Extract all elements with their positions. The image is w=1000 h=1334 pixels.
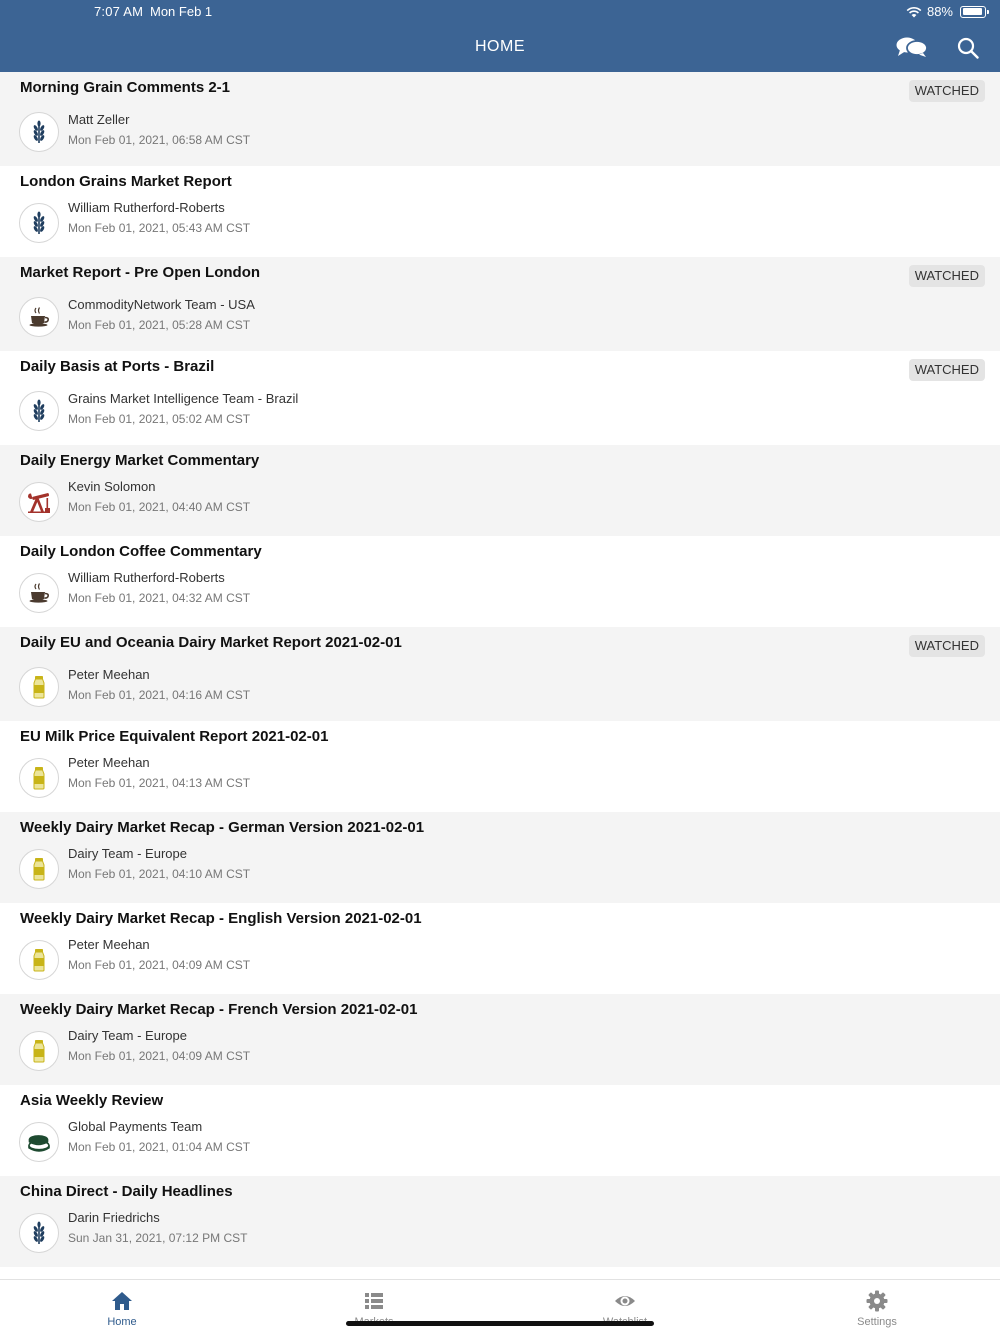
item-date: Mon Feb 01, 2021, 01:04 AM CST [68,1140,251,1154]
item-date: Mon Feb 01, 2021, 05:43 AM CST [68,221,251,235]
item-author: William Rutherford-Roberts [68,200,225,215]
list-item[interactable] [0,536,1000,627]
item-author: Peter Meehan [68,667,150,682]
wheat-icon [19,203,59,243]
item-author: Grains Market Intelligence Team - Brazil [68,391,299,406]
item-date: Mon Feb 01, 2021, 05:28 AM CST [68,318,251,332]
item-title[interactable]: Asia Weekly Review [20,1092,164,1109]
item-author: Global Payments Team [68,1119,203,1134]
item-date: Mon Feb 01, 2021, 04:13 AM CST [68,776,251,790]
item-title[interactable]: EU Milk Price Equivalent Report 2021-02-01 [20,728,329,745]
list-item[interactable] [0,351,1000,445]
item-date: Mon Feb 01, 2021, 05:02 AM CST [68,412,251,426]
item-title[interactable]: Daily Basis at Ports - Brazil [20,358,215,375]
milk-bottle-icon [19,1031,59,1071]
item-date: Sun Jan 31, 2021, 07:12 PM CST [68,1231,248,1245]
item-title[interactable]: Daily EU and Oceania Dairy Market Report 2021-02-01 [20,634,402,651]
item-date: Mon Feb 01, 2021, 04:32 AM CST [68,591,251,605]
gear-icon [866,1290,888,1312]
list-item[interactable] [0,445,1000,536]
item-author: Peter Meehan [68,937,150,952]
item-date: Mon Feb 01, 2021, 06:58 AM CST [68,133,251,147]
list-item[interactable] [0,1085,1000,1176]
item-date: Mon Feb 01, 2021, 04:10 AM CST [68,867,251,881]
tab-settings[interactable] [817,1280,937,1334]
item-date: Mon Feb 01, 2021, 04:40 AM CST [68,500,251,514]
home-indicator [346,1321,654,1326]
item-title[interactable]: Morning Grain Comments 2-1 [20,79,231,96]
top-nav-bar [0,0,1000,72]
news-list [0,72,1000,1267]
item-date: Mon Feb 01, 2021, 04:09 AM CST [68,1049,251,1063]
battery-percent: 88% [926,4,953,19]
search-icon[interactable] [957,37,979,59]
coffee-cup-icon [19,573,59,613]
item-date: Mon Feb 01, 2021, 04:16 AM CST [68,688,251,702]
item-author: CommodityNetwork Team - USA [68,297,255,312]
tab-settings-label: Settings [857,1316,897,1328]
coffee-cup-icon [19,297,59,337]
item-author: Matt Zeller [68,112,130,127]
item-title[interactable]: Weekly Dairy Market Recap - English Version 2021-02-01 [20,910,422,927]
wheat-icon [19,112,59,152]
milk-bottle-icon [19,849,59,889]
watched-badge: WATCHED [909,80,985,102]
status-date: Mon Feb 1 [150,4,213,19]
list-item[interactable] [0,903,1000,994]
milk-bottle-icon [19,758,59,798]
status-indicators [906,4,986,19]
coins-icon [19,1122,59,1162]
list-icon [363,1290,385,1312]
item-title[interactable]: Weekly Dairy Market Recap - French Version 2021-02-01 [20,1001,418,1018]
milk-bottle-icon [19,667,59,707]
watched-badge: WATCHED [909,265,985,287]
list-item[interactable] [0,812,1000,903]
item-author: Dairy Team - Europe [68,1028,187,1043]
item-author: Darin Friedrichs [68,1210,160,1225]
watched-badge: WATCHED [909,359,985,381]
page-title: HOME [475,38,525,55]
list-item[interactable] [0,627,1000,721]
item-author: William Rutherford-Roberts [68,570,225,585]
item-author: Peter Meehan [68,755,150,770]
item-title[interactable]: China Direct - Daily Headlines [20,1183,233,1200]
eye-icon [614,1290,636,1312]
home-icon [111,1290,133,1312]
chat-bubbles-icon[interactable] [895,36,929,58]
list-item[interactable] [0,72,1000,166]
item-title[interactable]: Weekly Dairy Market Recap - German Version 2021-02-01 [20,819,425,836]
list-item[interactable] [0,721,1000,812]
oil-pump-icon [19,482,59,522]
tab-home-label: Home [107,1316,137,1328]
list-item[interactable] [0,166,1000,257]
watched-badge: WATCHED [909,635,985,657]
wheat-icon [19,1213,59,1253]
item-title[interactable]: Daily Energy Market Commentary [20,452,260,469]
status-time: 7:07 AM [94,4,144,19]
list-item[interactable] [0,257,1000,351]
tab-home[interactable] [62,1280,182,1334]
item-author: Dairy Team - Europe [68,846,187,861]
milk-bottle-icon [19,940,59,980]
wheat-icon [19,391,59,431]
item-title[interactable]: Daily London Coffee Commentary [20,543,262,560]
item-date: Mon Feb 01, 2021, 04:09 AM CST [68,958,251,972]
list-item[interactable] [0,994,1000,1085]
item-title[interactable]: London Grains Market Report [20,173,232,190]
item-title[interactable]: Market Report - Pre Open London [20,264,261,281]
battery-icon [960,6,986,18]
list-item[interactable] [0,1176,1000,1267]
wifi-icon [906,6,922,18]
item-author: Kevin Solomon [68,479,156,494]
